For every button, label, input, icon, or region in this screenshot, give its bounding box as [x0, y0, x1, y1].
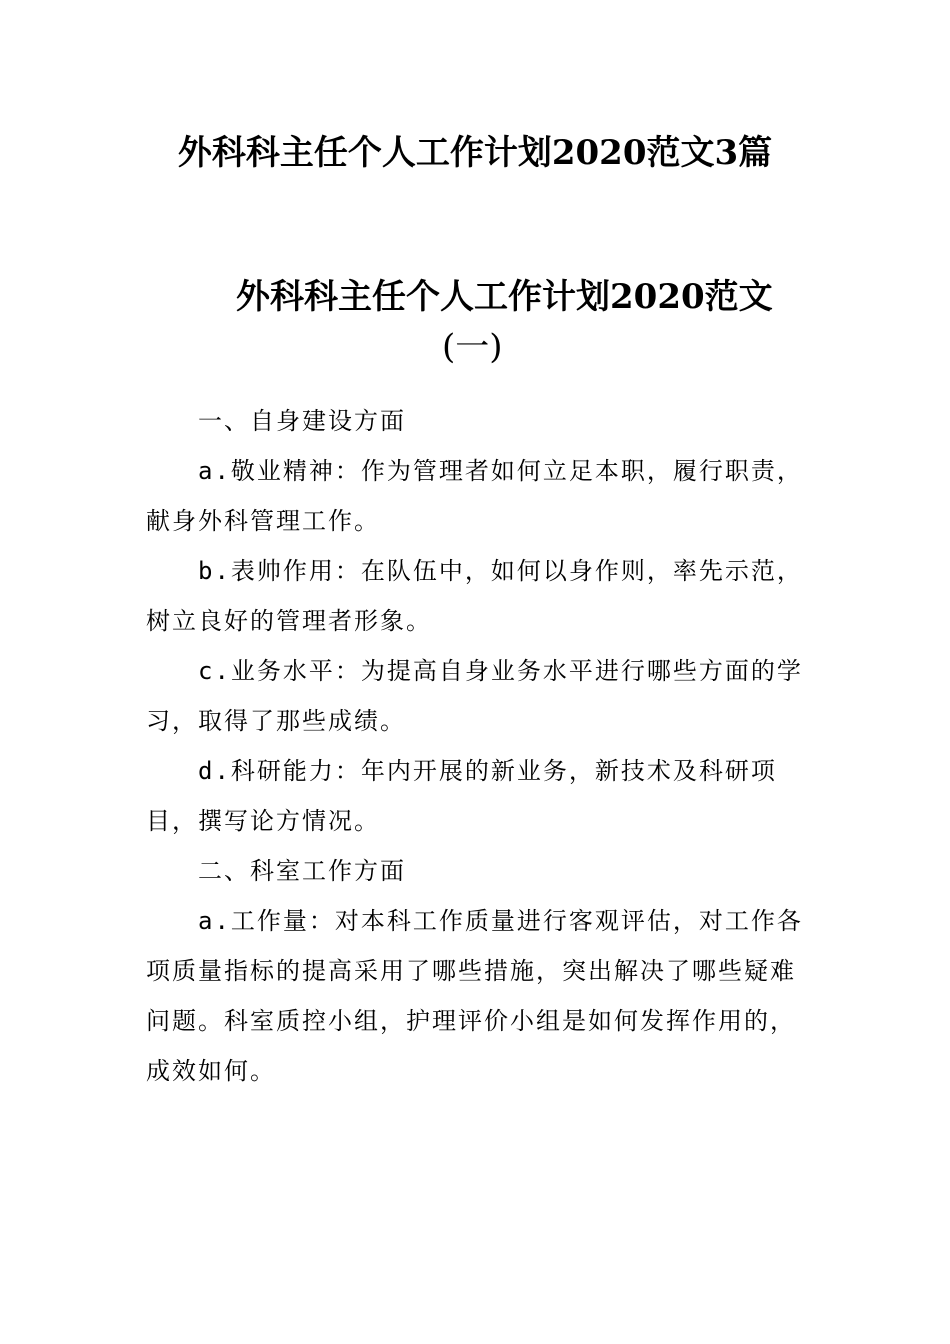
paragraph-heading-department-work: 二、科室工作方面 [198, 857, 406, 885]
section-heading-line2: (一) [442, 327, 503, 367]
paragraph-workload: a.工作量：对本科工作质量进行客观评估，对工作各项质量指标的提高采用了哪些措施，突出解决了哪些疑难问题。科室质控小组，护理评价小组是如何发挥作用的，成效如何。 [146, 907, 803, 1085]
paragraph-role-model: b.表帅作用：在队伍中，如何以身作则，率先示范，树立良好的管理者形象。 [146, 557, 803, 635]
document-body [146, 396, 806, 1096]
document-title: 外科科主任个人工作计划2020范文3篇 [177, 133, 773, 173]
paragraph-professional-level: c.业务水平：为提高自身业务水平进行哪些方面的学习，取得了那些成绩。 [146, 657, 803, 735]
section-heading-line1: 外科科主任个人工作计划2020范文 [236, 277, 773, 317]
paragraph-dedication: a.敬业精神：作为管理者如何立足本职，履行职责，献身外科管理工作。 [146, 457, 803, 535]
paragraph-heading-self-building: 一、自身建设方面 [198, 407, 406, 435]
paragraph-research-ability: d.科研能力：年内开展的新业务，新技术及科研项目，撰写论方情况。 [146, 757, 777, 835]
section-heading [236, 272, 796, 372]
